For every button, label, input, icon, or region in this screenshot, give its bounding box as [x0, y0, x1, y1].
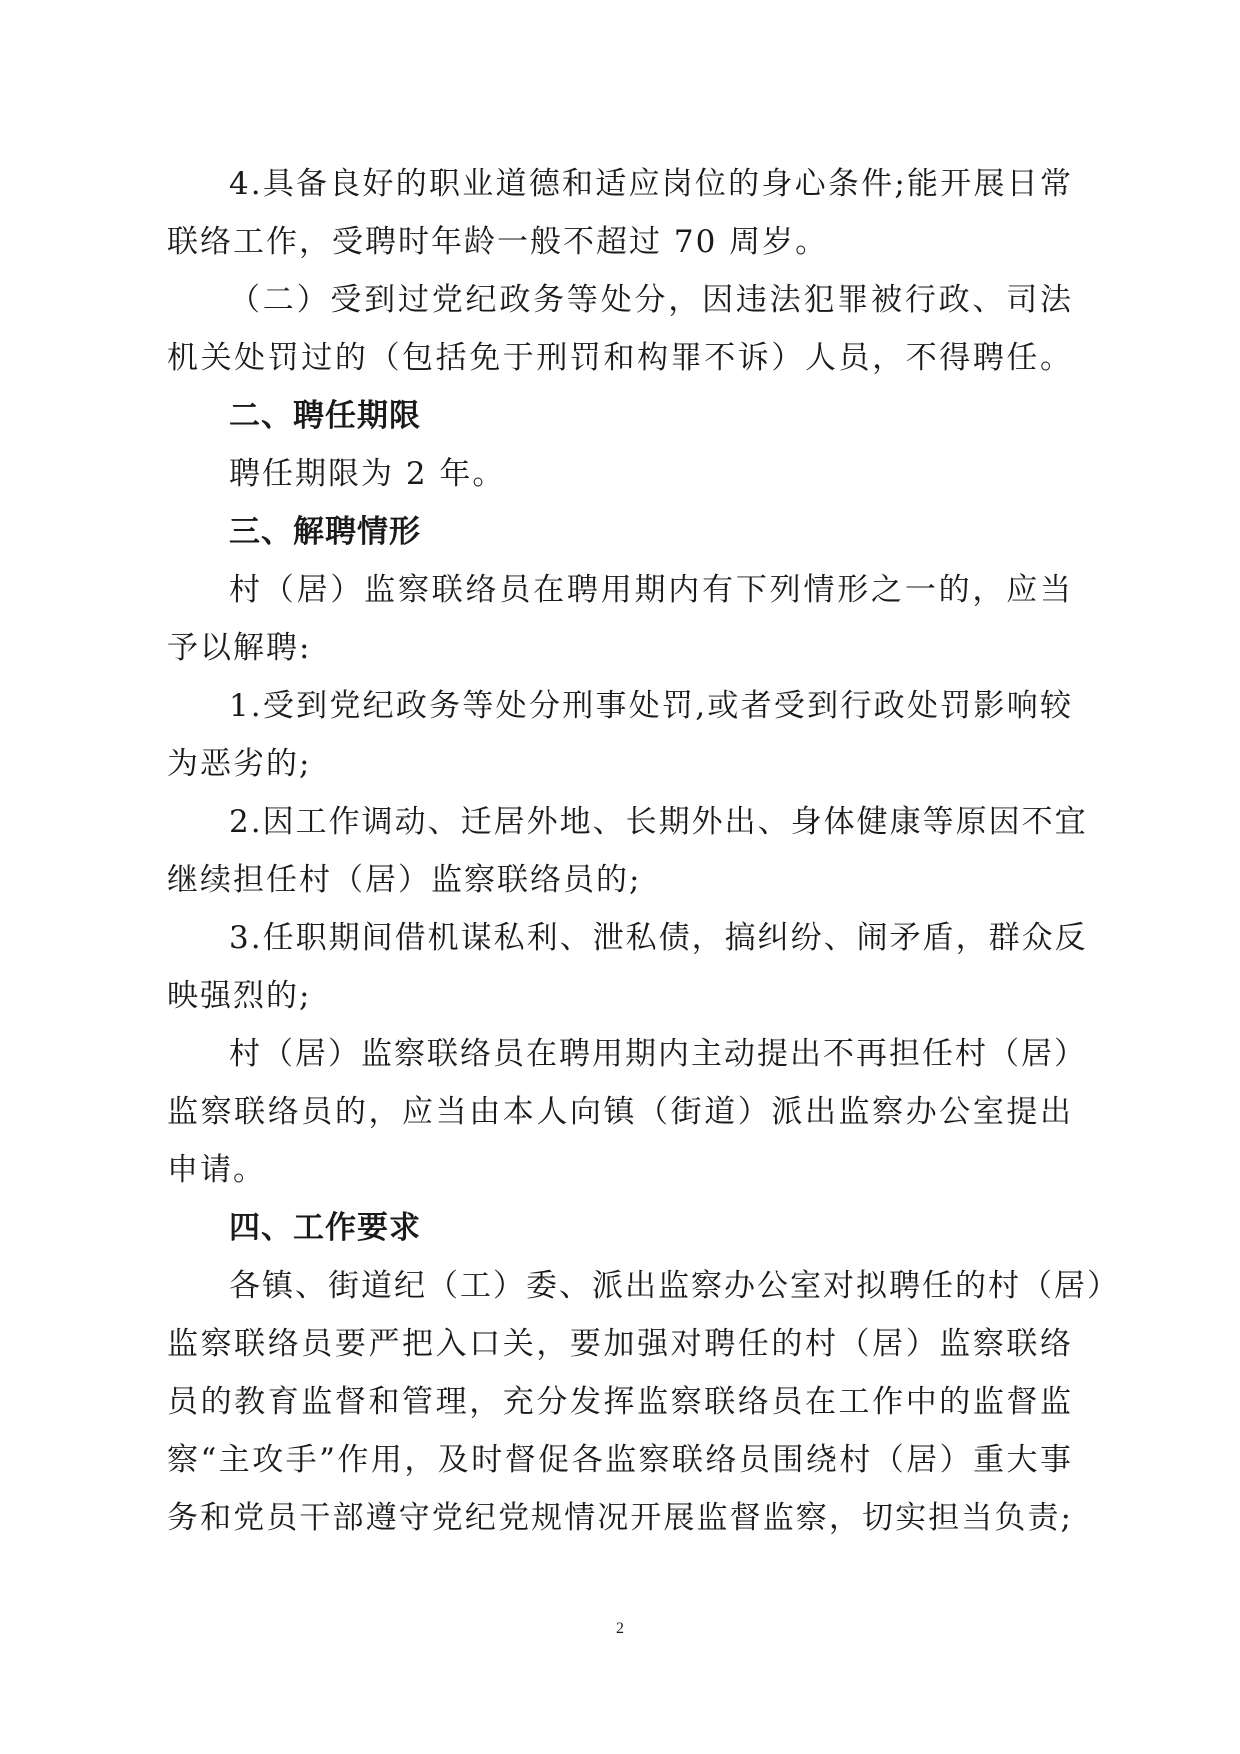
section-heading: 四、工作要求 — [229, 1210, 421, 1246]
text-line: 监察联络员要严把入口关，要加强对聘任的村（居）监察联络 — [167, 1326, 1073, 1362]
text-line: 2.因工作调动、迁居外地、长期外出、身体健康等原因不宜 — [229, 804, 1088, 840]
text-line: 各镇、街道纪（工）委、派出监察办公室对拟聘任的村（居） — [229, 1268, 1120, 1304]
text-line: 务和党员干部遵守党纪党规情况开展监督监察，切实担当负责; — [167, 1500, 1073, 1536]
text-line: （二）受到过党纪政务等处分，因违法犯罪被行政、司法 — [229, 282, 1073, 318]
text-line: 4.具备良好的职业道德和适应岗位的身心条件;能开展日常 — [229, 166, 1073, 202]
page-number: 2 — [616, 1620, 624, 1637]
text-line: 为恶劣的; — [167, 746, 312, 782]
text-line: 机关处罚过的（包括免于刑罚和构罪不诉）人员，不得聘任。 — [167, 340, 1073, 376]
text-line: 继续担任村（居）监察联络员的; — [167, 862, 642, 898]
section-heading: 二、聘任期限 — [229, 398, 421, 434]
text-line: 3.任职期间借机谋私利、泄私债，搞纠纷、闹矛盾，群众反 — [229, 920, 1088, 956]
section-heading: 三、解聘情形 — [229, 514, 421, 550]
document-body — [167, 155, 1120, 1547]
text-line: 1.受到党纪政务等处分刑事处罚,或者受到行政处罚影响较 — [229, 688, 1073, 724]
text-line: 察“主攻手”作用，及时督促各监察联络员围绕村（居）重大事 — [167, 1442, 1073, 1478]
text-line: 映强烈的; — [167, 978, 312, 1014]
text-line: 员的教育监督和管理，充分发挥监察联络员在工作中的监督监 — [167, 1384, 1073, 1420]
text-line: 监察联络员的，应当由本人向镇（街道）派出监察办公室提出 — [167, 1094, 1073, 1130]
text-line: 联络工作，受聘时年龄一般不超过 70 周岁。 — [167, 224, 829, 260]
text-line: 聘任期限为 2 年。 — [229, 456, 506, 492]
text-line: 予以解聘: — [167, 630, 312, 666]
text-line: 申请。 — [167, 1152, 266, 1188]
text-line: 村（居）监察联络员在聘用期内有下列情形之一的，应当 — [229, 572, 1073, 608]
text-line: 村（居）监察联络员在聘用期内主动提出不再担任村（居） — [229, 1036, 1087, 1072]
